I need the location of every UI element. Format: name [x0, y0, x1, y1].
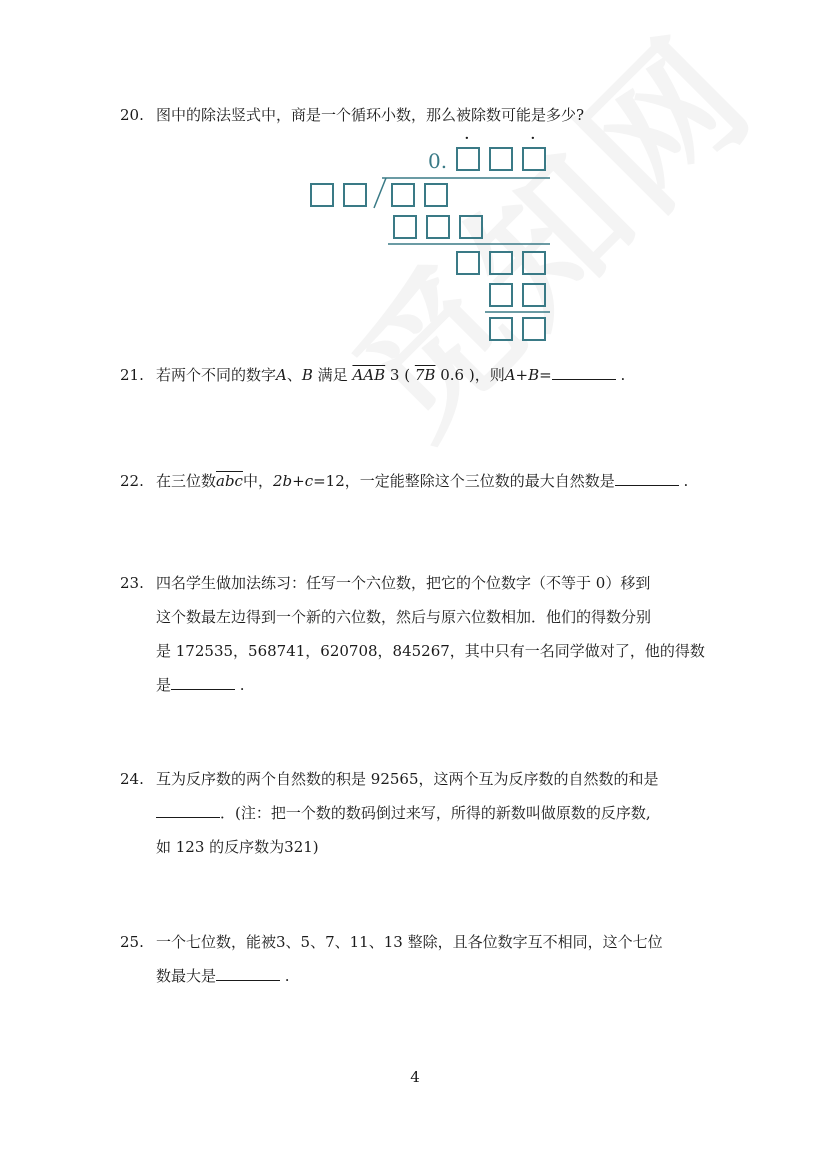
answer-blank[interactable] [615, 471, 679, 486]
overline-aab: $\overline{AAB}$ [352, 366, 386, 384]
answer-blank[interactable] [171, 675, 235, 690]
question-number: 23. [120, 574, 144, 592]
period: . [615, 366, 626, 384]
question-text: 是 [156, 676, 172, 694]
dividend-box-2 [425, 184, 447, 206]
question-21 [120, 358, 720, 392]
answer-blank[interactable] [216, 966, 280, 981]
question-number: 20. [120, 106, 144, 124]
question-text: 互为反序数的两个自然数的积是 92565，这两个互为反序数的自然数的和是 [156, 770, 659, 788]
question-text: 四名学生做加法练习：任写一个六位数，把它的个位数字（不等于 0）移到 [156, 574, 651, 592]
question-number: 24. [120, 770, 144, 788]
remainder1-box-2 [490, 252, 512, 274]
question-22 [120, 464, 720, 498]
quotient-box-1 [457, 148, 479, 170]
question-number: 25. [120, 933, 144, 951]
sum-expression: A+B= [504, 366, 552, 384]
remainder2-box-2 [523, 318, 545, 340]
question-text: 数最大是 [156, 967, 217, 985]
condition-expression: 2b+c [272, 472, 314, 490]
question-number: 21. [120, 366, 144, 384]
answer-blank[interactable] [552, 365, 616, 380]
question-23 [120, 566, 720, 702]
remainder1-box-3 [523, 252, 545, 274]
quotient-box-3 [523, 148, 545, 170]
product1-box-3 [460, 216, 482, 238]
expression: 0.6 ) [435, 366, 475, 384]
page-number: 4 [410, 1068, 420, 1086]
question-text: 如 123 的反序数为321) [156, 838, 319, 856]
var-a: A [276, 366, 287, 384]
question-25 [120, 925, 720, 993]
answer-blank[interactable] [156, 803, 220, 818]
remainder2-box-1 [490, 318, 512, 340]
question-20 [120, 98, 720, 132]
question-text: 是 172535，568741，620708，845267，其中只有一名同学做对了，他的得数 [156, 642, 705, 660]
long-division-figure [300, 128, 560, 348]
separator: 、 [286, 366, 302, 384]
question-text: 一个七位数，能被3、5、7、11、13 整除，且各位数字互不相同，这个七位 [156, 933, 663, 951]
product1-box-2 [427, 216, 449, 238]
question-text: 在三位数 [156, 472, 217, 490]
question-text: 这个数最左边得到一个新的六位数，然后与原六位数相加．他们的得数分别 [156, 608, 652, 626]
quotient-box-2 [490, 148, 512, 170]
question-text: ．(注：把一个数的数码倒过来写，所得的新数叫做原数的反序数, [220, 804, 651, 822]
quotient-prefix: 0. [428, 149, 448, 173]
period: . [678, 472, 689, 490]
question-text: 中， [242, 472, 273, 490]
var-b: B [301, 366, 313, 384]
remainder1-box-1 [457, 252, 479, 274]
divisor-box-1 [311, 184, 333, 206]
product1-box-1 [394, 216, 416, 238]
question-text: 满足 [312, 366, 353, 384]
question-number: 22. [120, 472, 144, 490]
product2-box-1 [490, 284, 512, 306]
expression: 3 ( [385, 366, 415, 384]
period: . [280, 967, 290, 985]
repeat-dot-start: · [464, 128, 470, 149]
question-text: =12，一定能整除这个三位数的最大自然数是 [313, 472, 615, 490]
product2-box-2 [523, 284, 545, 306]
dividend-box-1 [392, 184, 414, 206]
question-text: ，则 [474, 366, 505, 384]
overline-abc: $\overline{abc}$ [216, 472, 243, 490]
period: . [235, 676, 245, 694]
question-text: 图中的除法竖式中，商是一个循环小数，那么被除数可能是多少? [156, 106, 585, 124]
question-24 [120, 762, 720, 864]
overline-7b: 7B [414, 366, 436, 384]
repeat-dot-end: · [530, 128, 536, 149]
divisor-box-2 [344, 184, 366, 206]
question-text: 若两个不同的数字 [156, 366, 277, 384]
